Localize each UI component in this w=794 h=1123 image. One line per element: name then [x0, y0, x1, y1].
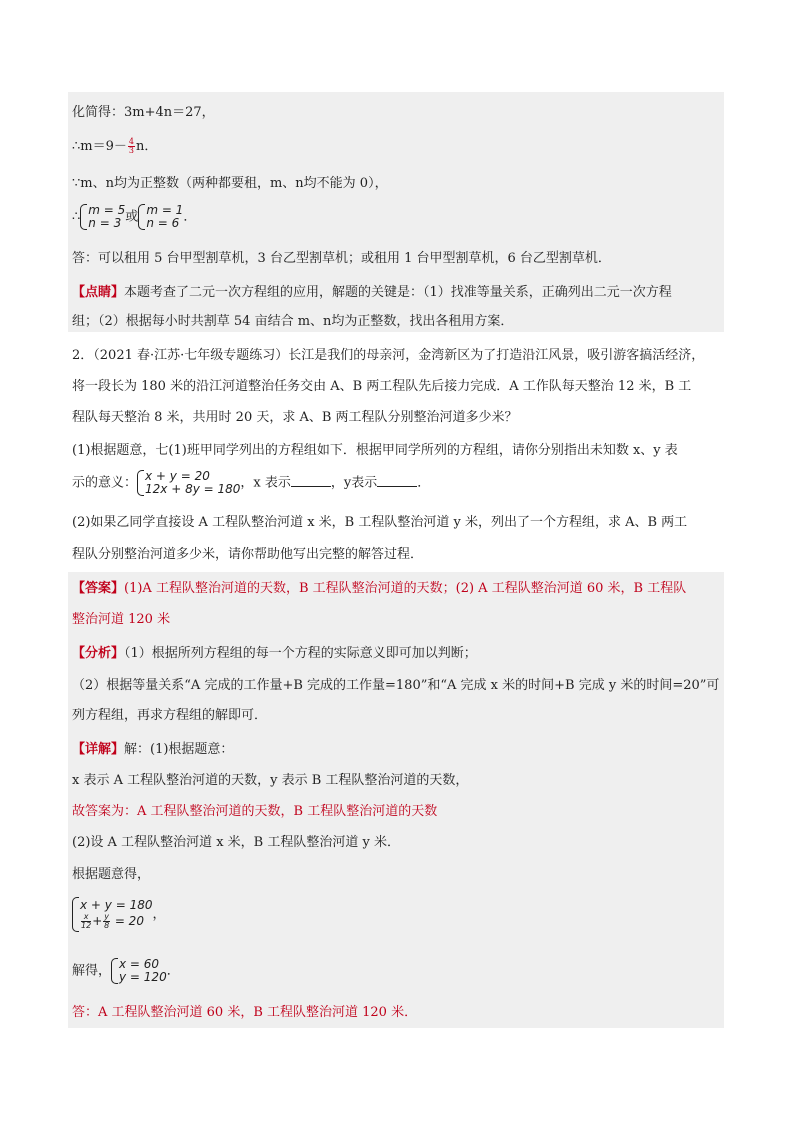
solution-systems: ∴ m = 5 n = 3 或 m = 1 n = 6 ．: [72, 203, 197, 230]
part-2-line-1: (2)如果乙同学直接设 A 工程队整治河道 x 米，B 工程队整治河道 y 米，列出了一个方程组，求 A、B 两工: [72, 515, 688, 530]
question-2-line-2: 将一段长为 180 米的沿江河道整治任务交由 A、B 两工程队先后接力完成．A 工作队每天整治 12 米，B 工: [72, 379, 692, 394]
answer-line-2: 整治河道 120 米: [72, 612, 171, 627]
solve-result: 解得， x = 60 y = 120 ．: [72, 957, 180, 984]
m-expression: ∴m＝9－ $\frac{4}{3}$ n．: [72, 137, 158, 155]
detail-line-2: x 表示 A 工程队整治河道的天数，y 表示 B 工程队整治河道的天数，: [72, 773, 469, 788]
analysis-line-1: 【分析】（1）根据所列方程组的每一个方程的实际意义即可加以判断；: [72, 646, 477, 661]
student-jia-system: x + y = 20 12x + 8y = 180: [137, 470, 240, 496]
blank-x-meaning[interactable]: [291, 476, 331, 487]
analysis-line-2: （2）根据等量关系“A 完成的工作量+B 完成的工作量=180”和“A 完成 x 米的时间+B 完成 y 米的时间=20”可: [72, 678, 720, 693]
detail-line-4: (2)设 A 工程队整治河道 x 米，B 工程队整治河道 y 米．: [72, 835, 400, 850]
system-of-equations-b: x + y = 180 $\frac{x}{12}$ + $\frac{y}{8}$ = 20 ，: [72, 897, 166, 932]
tip-line-2: 组；（2）根据每小时共割草 54 亩结合 m、n均为正整数，找出各租用方案．: [72, 314, 514, 329]
part-1-line-1: (1)根据题意，七(1)班甲同学列出的方程组如下．根据甲同学所列的方程组，请你分别指出未知数 x、y 表: [72, 443, 678, 458]
detail-line-3: 故答案为：A 工程队整治河道的天数，B 工程队整治河道的天数: [72, 804, 438, 819]
system-solution-a: m = 5 n = 3: [80, 204, 125, 230]
simplified-equation: 化简得：3m+4n＝27，: [72, 105, 215, 120]
fraction-x-12: $\frac{x}{12}$: [81, 912, 92, 930]
tip-line-1: 【点睛】本题考查了二元一次方程组的应用，解题的关键是：（1）找准等量关系，正确列出二元一次方程: [72, 285, 672, 300]
blank-y-meaning[interactable]: [377, 476, 417, 487]
final-answer: 答：A 工程队整治河道 60 米，B 工程队整治河道 120 米．: [72, 1005, 418, 1020]
analysis-line-3: 列方程组，再求方程组的解即可．: [72, 708, 268, 723]
detail-label: 【详解】: [72, 742, 125, 757]
system-b-brace: x + y = 180 $\frac{x}{12}$ + $\frac{y}{8}$ = 20: [72, 897, 152, 932]
solution-system: x = 60 y = 120: [111, 958, 167, 984]
answer-label: 【答案】: [72, 581, 125, 596]
previous-answer: 答：可以租用 5 台甲型割草机，3 台乙型割草机；或租用 1 台甲型割草机，6 台乙型割草机．: [72, 251, 611, 266]
detail-line-5: 根据题意得，: [72, 867, 151, 882]
part-1-line-2: 示的意义： x + y = 20 12x + 8y = 180 ，x 表示 ，y表示 ．: [72, 469, 431, 496]
question-2-line-3: 程队每天整治 8 米，共用时 20 天，求 A、B 两工程队分别整治河道多少米？: [72, 410, 518, 425]
fraction-y-8: $\frac{y}{8}$: [104, 912, 110, 930]
part-2-line-2: 程队分别整治河道多少米，请你帮助他写出完整的解答过程．: [72, 547, 424, 562]
analysis-label: 【分析】: [72, 646, 125, 661]
tip-label: 【点睛】: [72, 285, 125, 300]
fraction-4-3: $\frac{4}{3}$: [128, 137, 134, 155]
answer-line-1: 【答案】(1)A 工程队整治河道的天数，B 工程队整治河道的天数；(2) A 工程队整治河道 60 米，B 工程队: [72, 581, 687, 596]
question-2-line-1: 2．（2021 春·江苏·七年级专题练习）长江是我们的母亲河，金湾新区为了打造沿江风景，吸引游客搞活经济，: [72, 348, 705, 363]
system-solution-b: m = 1 n = 6: [138, 204, 183, 230]
integer-condition: ∵m、n均为正整数（两种都要租，m、n均不能为 0），: [72, 176, 388, 191]
detail-line-1: 【详解】解：(1)根据题意：: [72, 742, 234, 757]
